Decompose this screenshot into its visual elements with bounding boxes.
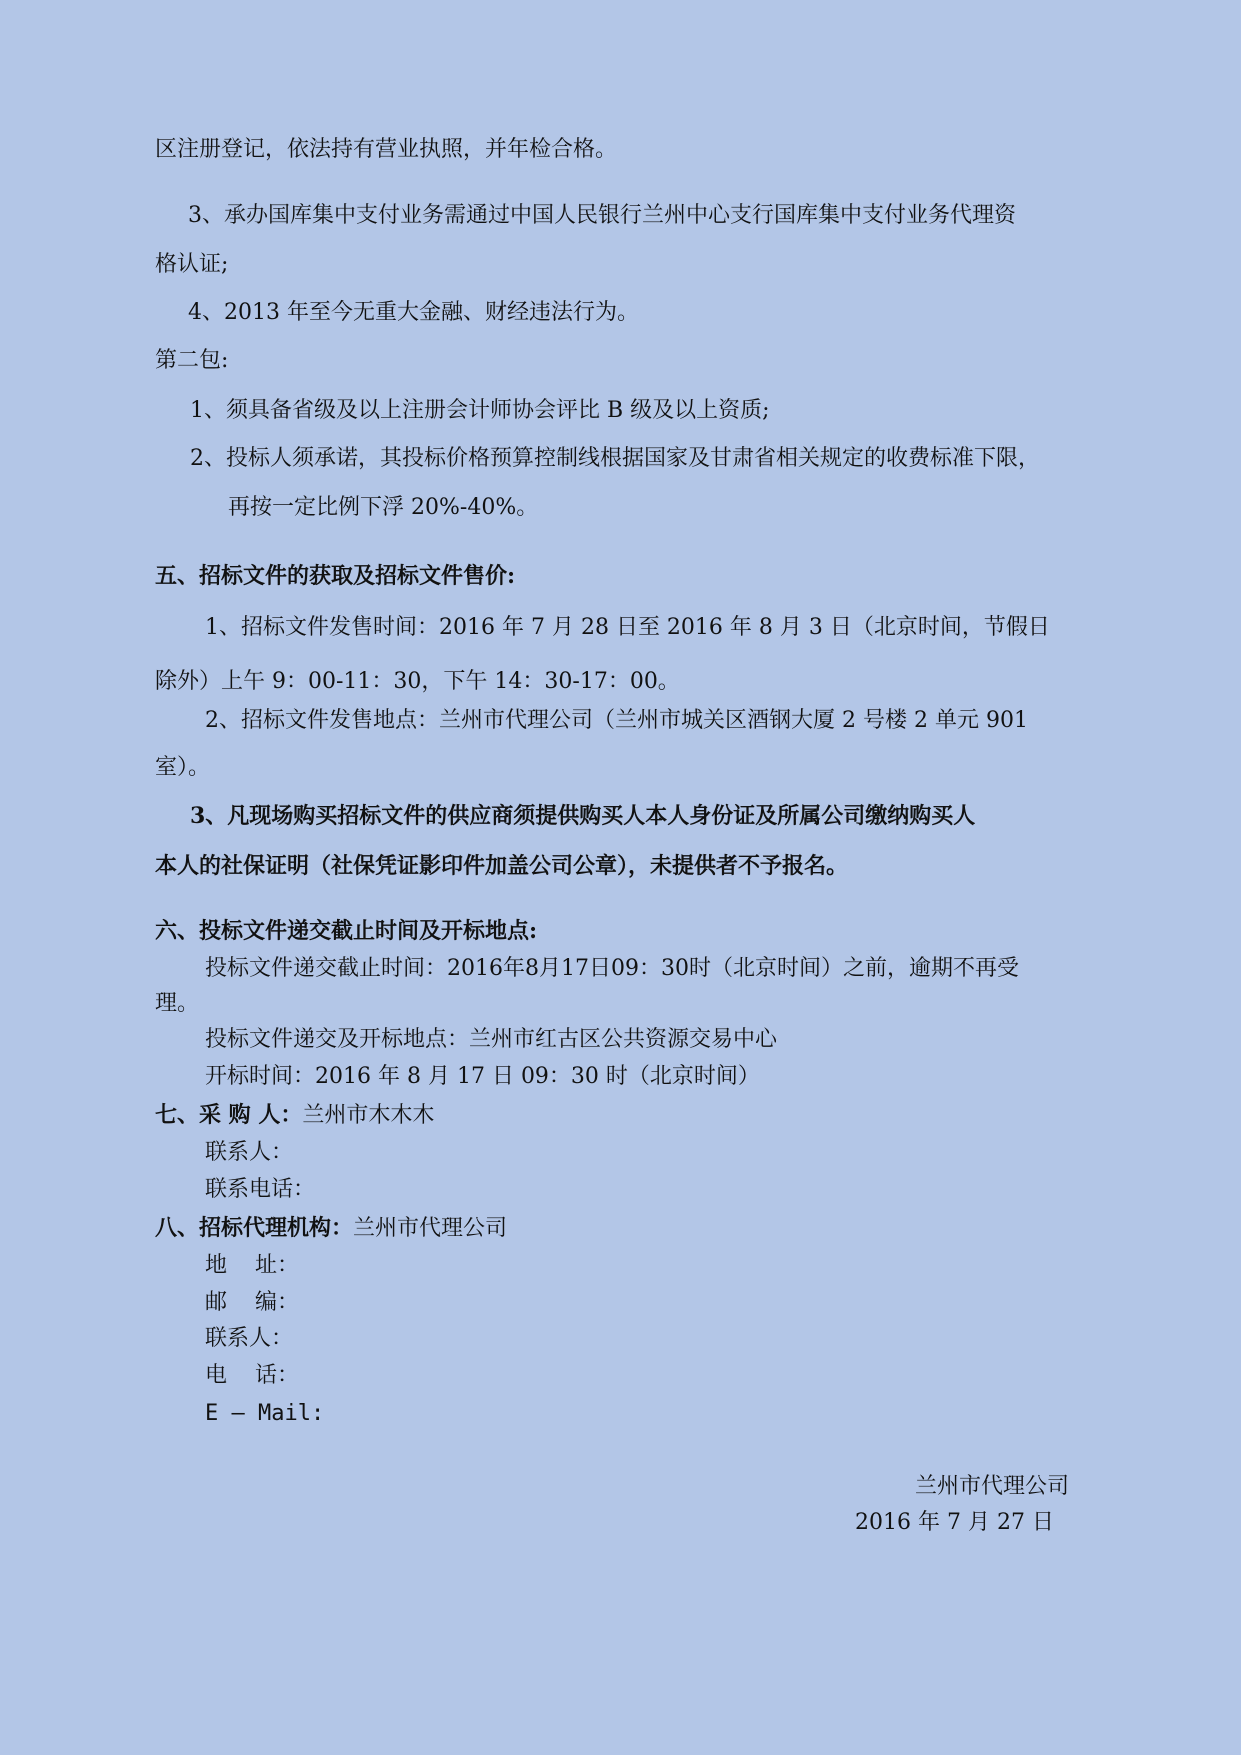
s8-address: 地 址： <box>205 1253 299 1278</box>
line-p2-item1: 1、须具备省级及以上注册会计师协会评比 B 级及以上资质; <box>190 398 770 423</box>
section7-heading: 七、采 购 人： <box>155 1102 303 1128</box>
purchaser-name: 兰州市木木木 <box>302 1103 435 1128</box>
s7-contact: 联系人： <box>205 1140 294 1165</box>
s8-contact: 联系人： <box>205 1326 294 1351</box>
section6-heading: 六、投标文件递交截止时间及开标地点: <box>155 918 538 944</box>
s5-item2-line2: 室）。 <box>155 755 211 780</box>
line-package2: 第二包: <box>155 348 229 373</box>
section8-line <box>155 1212 507 1244</box>
s6-deadline-line1: 投标文件递交截止时间：2016年8月17日09：30时（北京时间）之前，逾期不再受 <box>205 956 1019 981</box>
s8-postcode: 邮 编： <box>205 1290 299 1315</box>
line-p2-item2: 2、投标人须承诺，其投标价格预算控制线根据国家及甘肃省相关规定的收费标准下限， <box>190 446 1040 471</box>
s5-item1-line2: 除外）上午 9：00-11：30，下午 14：30-17：00。 <box>155 669 680 694</box>
s8-email: E – Mail: <box>205 1401 325 1426</box>
section5-heading: 五、招标文件的获取及招标文件售价: <box>155 563 516 589</box>
s7-phone: 联系电话： <box>205 1177 316 1202</box>
s6-open-time: 开标时间：2016 年 8 月 17 日 09：30 时（北京时间） <box>205 1064 760 1089</box>
line-registration: 区注册登记，依法持有营业执照，并年检合格。 <box>155 137 618 162</box>
line-item3-cont: 格认证; <box>155 252 229 277</box>
signature-date: 2016 年 7 月 27 日 <box>855 1510 1054 1535</box>
s5-item1-line1: 1、招标文件发售时间：2016 年 7 月 28 日至 2016 年 8 月 3 日（北京时间，节假日 <box>205 615 1050 640</box>
line-item4: 4、2013 年至今无重大金融、财经违法行为。 <box>188 300 639 325</box>
s5-item3-line1: 3、凡现场购买招标文件的供应商须提供购买人本人身份证及所属公司缴纳购买人 <box>190 803 976 829</box>
line-p2-item2-cont: 再按一定比例下浮 20%-40%。 <box>228 495 539 520</box>
s8-phone: 电 话： <box>205 1363 299 1388</box>
s6-location: 投标文件递交及开标地点：兰州市红古区公共资源交易中心 <box>205 1027 778 1052</box>
s5-item3-line2: 本人的社保证明（社保凭证影印件加盖公司公章），未提供者不予报名。 <box>155 853 849 879</box>
signature-org: 兰州市代理公司 <box>915 1474 1070 1499</box>
s5-item2-line1: 2、招标文件发售地点：兰州市代理公司（兰州市城关区酒钢大厦 2 号楼 2 单元 901 <box>205 708 1028 733</box>
agency-name: 兰州市代理公司 <box>353 1216 508 1241</box>
section7-line <box>155 1099 434 1131</box>
line-item3: 3、承办国库集中支付业务需通过中国人民银行兰州中心支行国库集中支付业务代理资 <box>188 203 1016 228</box>
s6-deadline-line2: 理。 <box>155 991 200 1016</box>
section8-heading: 八、招标代理机构： <box>155 1215 354 1241</box>
